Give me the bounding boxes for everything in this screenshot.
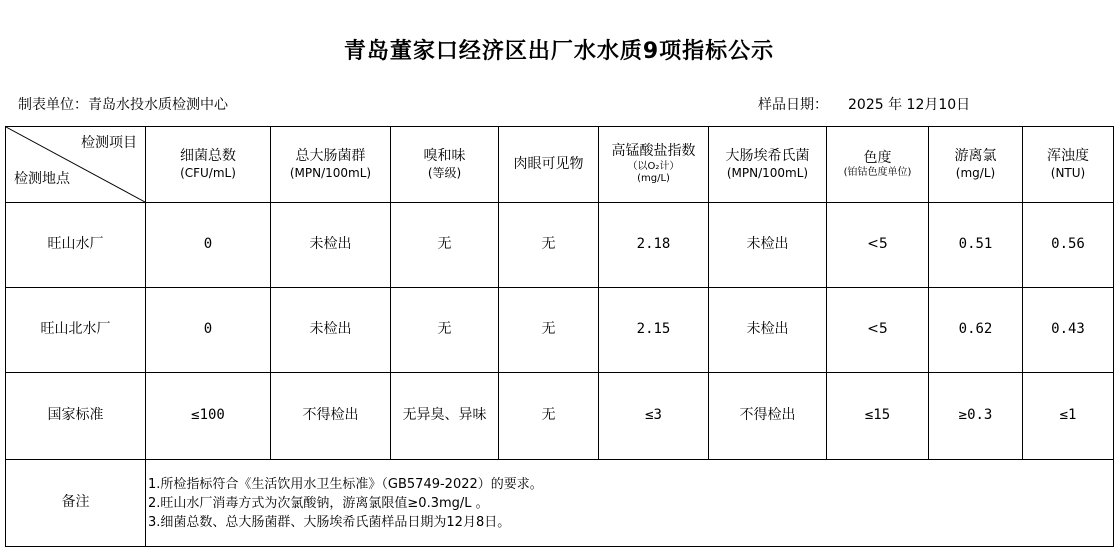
table-cell: 未检出 (271, 288, 391, 373)
header-unit: (等级) (427, 165, 462, 180)
sample-date-monthday: 12月10日 (906, 97, 971, 113)
sample-date-year: 2025 (848, 97, 884, 113)
sample-date-label: 样品日期： (758, 97, 828, 113)
table-cell: 无 (391, 288, 499, 373)
table-cell: 0.51 (929, 203, 1023, 288)
sample-date (758, 94, 970, 114)
table-cell: 无 (499, 203, 599, 288)
header-unit: (MPN/100mL) (289, 165, 372, 180)
note-line: 3.细菌总数、总大肠菌群、大肠埃希氏菌样品日期为12月8日。 (148, 514, 511, 530)
header-cell (929, 127, 1023, 203)
table-cell: 未检出 (271, 203, 391, 288)
corner-header-cell (6, 127, 146, 203)
header-name: 浑浊度 (1047, 148, 1089, 165)
header-name: 游离氯 (954, 148, 997, 165)
header-unit: (CFU/mL) (180, 165, 236, 180)
header-unit: (NTU) (1050, 165, 1086, 180)
notes-label: 备注 (6, 460, 146, 547)
header-name: 总大肠菌群 (295, 148, 366, 165)
header-cell (271, 127, 391, 203)
table-cell: 不得检出 (709, 373, 827, 460)
header-cell (599, 127, 709, 203)
notes-content (146, 460, 1114, 547)
header-name: 高锰酸盐指数 (611, 143, 696, 160)
header-row (6, 127, 1114, 203)
header-name: 嗅和味 (423, 148, 466, 165)
table-row (6, 203, 1114, 288)
corner-item-label: 检测项目 (81, 135, 137, 151)
header-cell (391, 127, 499, 203)
table-cell: 0.56 (1023, 203, 1114, 288)
header-name: 色度 (863, 149, 892, 166)
table-cell: 无 (499, 288, 599, 373)
header-name: 细菌总数 (180, 148, 236, 165)
header-name: 大肠埃希氏菌 (725, 148, 810, 165)
note-line: 1.所检指标符合《生活饮用水卫生标准》（GB5749-2022）的要求。 (148, 476, 543, 492)
table-cell: ≤100 (146, 373, 271, 460)
header-unit-secondary: (mg/L) (637, 173, 670, 185)
issuing-unit-label: 制表单位： (18, 97, 88, 113)
table-row (6, 373, 1114, 460)
table-cell: 2.15 (599, 288, 709, 373)
issuing-unit-value: 青岛水投水质检测中心 (88, 97, 228, 113)
table-cell: 未检出 (709, 203, 827, 288)
header-cell (146, 127, 271, 203)
issuing-unit (18, 94, 228, 114)
table-cell: 无 (499, 373, 599, 460)
header-cell (827, 127, 929, 203)
table-cell: 无异臭、异味 (391, 373, 499, 460)
row-label: 旺山北水厂 (6, 288, 146, 373)
table-cell: ≤3 (599, 373, 709, 460)
table-cell: 未检出 (709, 288, 827, 373)
table-cell: 0.43 (1023, 288, 1114, 373)
page-title: 青岛董家口经济区出厂水水质9项指标公示 (343, 39, 775, 64)
water-quality-table (5, 126, 1114, 547)
table-cell: 不得检出 (271, 373, 391, 460)
table-cell: 无 (391, 203, 499, 288)
header-unit: (mg/L) (955, 165, 996, 180)
header-cell (709, 127, 827, 203)
header-unit: (MPN/100mL) (726, 165, 809, 180)
header-name: 肉眼可见物 (513, 155, 584, 172)
header-unit: （以O₂计） (627, 160, 680, 172)
table-cell: ≤15 (827, 373, 929, 460)
table-row (6, 288, 1114, 373)
table-cell: 2.18 (599, 203, 709, 288)
corner-location-label: 检测地点 (14, 170, 70, 187)
notes-row (6, 460, 1114, 547)
sample-date-year-suffix: 年 (888, 97, 903, 113)
table-cell: 0 (146, 203, 271, 288)
table-cell: 0.62 (929, 288, 1023, 373)
table-cell: 0 (146, 288, 271, 373)
row-label: 国家标准 (6, 373, 146, 460)
header-cell (1023, 127, 1114, 203)
table-cell: <5 (827, 288, 929, 373)
row-label: 旺山水厂 (6, 203, 146, 288)
header-cell (499, 127, 599, 203)
table-cell: ≤1 (1023, 373, 1114, 460)
header-unit: (铂钴色度单位) (843, 167, 912, 178)
table-cell: ≥0.3 (929, 373, 1023, 460)
note-line: 2.旺山水厂消毒方式为次氯酸钠，游离氯限值≥0.3mg/L 。 (148, 495, 489, 511)
table-cell: <5 (827, 203, 929, 288)
